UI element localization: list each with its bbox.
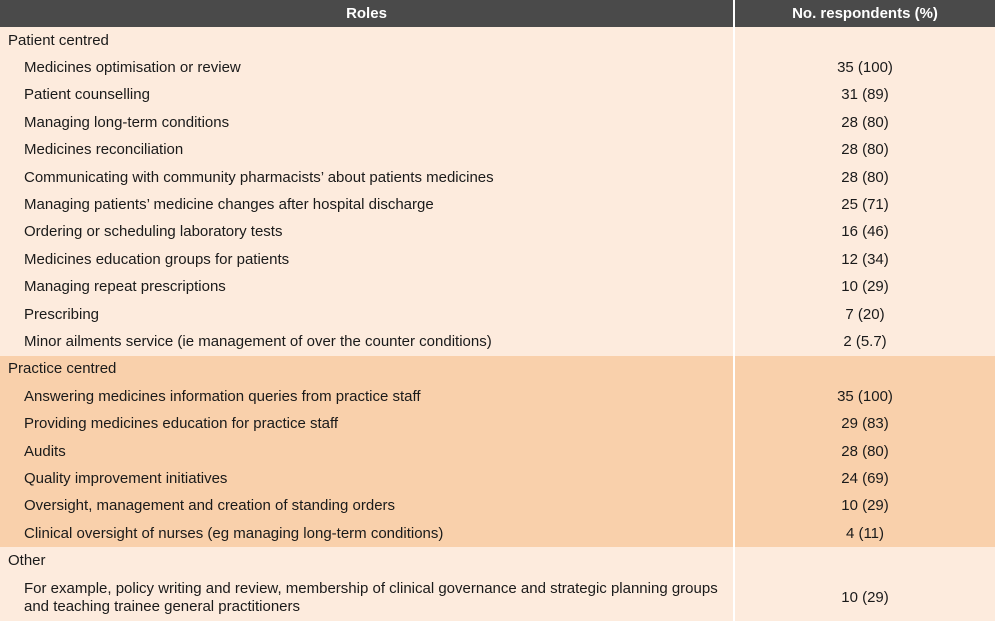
table-row (0, 164, 995, 191)
respondents-header: No. respondents (%) (734, 0, 995, 27)
value-cell: 31 (89) (734, 82, 995, 109)
table-row (0, 301, 995, 328)
table-row (0, 137, 995, 164)
table-row (0, 520, 995, 547)
value-cell: 35 (100) (734, 54, 995, 81)
table-row (0, 191, 995, 218)
role-cell: Medicines education groups for patients (0, 246, 734, 273)
value-cell: 29 (83) (734, 410, 995, 437)
value-cell: 28 (80) (734, 438, 995, 465)
role-cell: Oversight, management and creation of standing orders (0, 493, 734, 520)
role-cell: Prescribing (0, 301, 734, 328)
category-row (0, 356, 995, 383)
table-row (0, 219, 995, 246)
table-row (0, 246, 995, 273)
value-cell: 10 (29) (734, 274, 995, 301)
table-row (0, 383, 995, 410)
value-cell: 2 (5.7) (734, 328, 995, 355)
role-cell: Patient counselling (0, 82, 734, 109)
role-cell: For example, policy writing and review, membership of clinical governance and strategic planning groups and teaching trainee general practitioners (0, 575, 734, 621)
role-cell: Quality improvement initiatives (0, 465, 734, 492)
value-cell: 10 (29) (734, 575, 995, 621)
category-other: Other (0, 547, 734, 574)
table-row (0, 438, 995, 465)
value-cell: 28 (80) (734, 137, 995, 164)
table-row (0, 328, 995, 355)
role-cell: Audits (0, 438, 734, 465)
value-cell: 28 (80) (734, 109, 995, 136)
role-cell: Managing repeat prescriptions (0, 274, 734, 301)
category-patient-centred: Patient centred (0, 27, 734, 54)
value-cell: 24 (69) (734, 465, 995, 492)
table-row (0, 410, 995, 437)
role-cell: Minor ailments service (ie management of over the counter conditions) (0, 328, 734, 355)
table-row (0, 493, 995, 520)
value-cell: 12 (34) (734, 246, 995, 273)
value-cell: 7 (20) (734, 301, 995, 328)
value-cell: 25 (71) (734, 191, 995, 218)
role-cell: Providing medicines education for practice staff (0, 410, 734, 437)
category-row (0, 547, 995, 574)
roles-header: Roles (0, 0, 734, 27)
table-row (0, 54, 995, 81)
table-row (0, 82, 995, 109)
value-cell: 16 (46) (734, 219, 995, 246)
table-row (0, 274, 995, 301)
role-cell: Medicines optimisation or review (0, 54, 734, 81)
role-cell: Answering medicines information queries from practice staff (0, 383, 734, 410)
table-row (0, 109, 995, 136)
role-cell: Managing long-term conditions (0, 109, 734, 136)
table-row (0, 465, 995, 492)
category-practice-centred: Practice centred (0, 356, 734, 383)
header-row (0, 0, 995, 27)
value-cell: 10 (29) (734, 493, 995, 520)
role-cell: Ordering or scheduling laboratory tests (0, 219, 734, 246)
value-cell: 28 (80) (734, 164, 995, 191)
role-cell: Communicating with community pharmacists’ about patients medicines (0, 164, 734, 191)
role-cell: Clinical oversight of nurses (eg managing long-term conditions) (0, 520, 734, 547)
category-row (0, 27, 995, 54)
role-cell: Managing patients’ medicine changes after hospital discharge (0, 191, 734, 218)
value-cell: 4 (11) (734, 520, 995, 547)
table-row (0, 575, 995, 621)
value-cell: 35 (100) (734, 383, 995, 410)
role-cell: Medicines reconciliation (0, 137, 734, 164)
